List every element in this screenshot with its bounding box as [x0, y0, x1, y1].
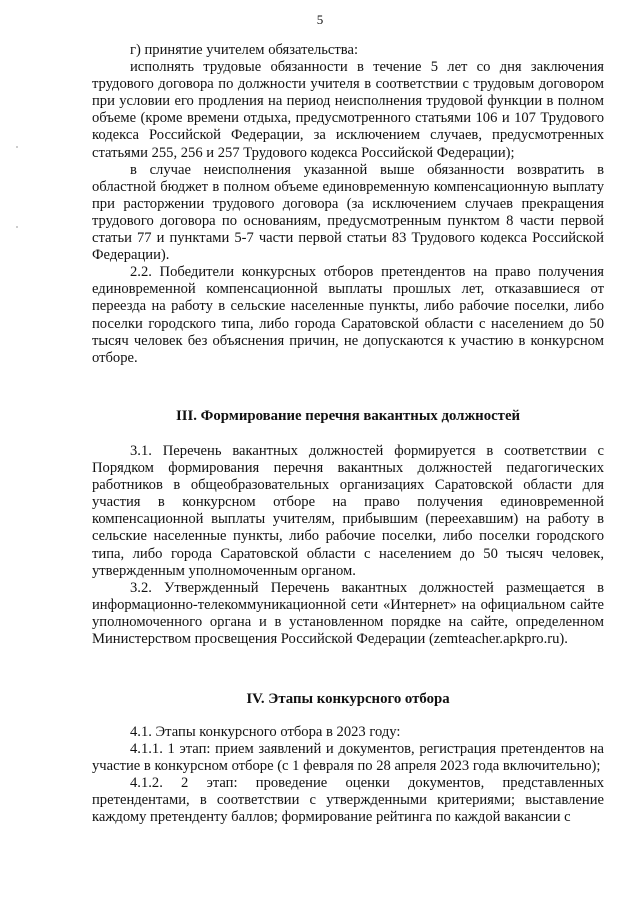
section-4-heading: IV. Этапы конкурсного отбора — [246, 691, 450, 707]
section-3-heading-block — [92, 407, 604, 425]
scan-speck — [16, 226, 18, 228]
page-number: 5 — [316, 12, 324, 27]
paragraph-obligation-refund: в случае неисполнения указанной выше обязанности возвратить в областной бюджет в полном объеме единовременную компенсационную выплату при расторжении трудового договора (за исключением случаев прекращения трудового договора по основаниям, предусмотренным пунктом 8 части первой статьи 77 и пунктами 5-7 части первой статьи 83 Трудового кодекса Российской Федерации). — [92, 161, 604, 264]
paragraph-obligation-title: г) принятие учителем обязательства: — [130, 42, 359, 58]
scan-speck — [16, 146, 18, 148]
top-text-block — [92, 42, 604, 367]
paragraph-4-1-2: 4.1.2. 2 этап: проведение оценки документов, представленных претендентами, в соответствии с утвержденными критериями; выставление каждому претенденту баллов; формирование рейтинга по каждой вакансии с — [92, 775, 604, 826]
section-4-text-block — [92, 724, 604, 827]
paragraph-2-2: 2.2. Победители конкурсных отборов претендентов на право получения единовременной компенсационной выплаты прошлых лет, отказавшиеся от переезда на работу в сельские населенные пункты, либо рабочие поселки, либо поселки городского типа, либо города Саратовской области с населением до 50 тысяч человек без объяснения причин, не допускаются к участию в конкурсном отборе. — [92, 264, 604, 366]
paragraph-4-1-1: 4.1.1. 1 этап: прием заявлений и документов, регистрация претендентов на участие в конкурсном отборе (с 1 февраля по 28 апреля 2023 года включительно); — [92, 741, 604, 775]
paragraph-3-2: 3.2. Утвержденный Перечень вакантных должностей размещается в информационно-телекоммуникационной сети «Интернет» на официальном сайте уполномоченного органа и в установленном порядке на сайте, определенном Министерством просвещения Российской Федерации (zemteacher.apkpro.ru). — [92, 579, 604, 648]
paragraph-4-1: 4.1. Этапы конкурсного отбора в 2023 году: — [130, 724, 401, 740]
paragraph-3-1: 3.1. Перечень вакантных должностей формируется в соответствии с Порядком формирования перечня вакантных должностей педагогических работников в общеобразовательных организациях Саратовской области для участия в конкурсном отборе на право получения единовременной компенсационной выплаты учителям, прибывшим (переехавшим) на работу в сельские населенные пункты, либо рабочие поселки, либо поселки городского типа, либо города Саратовской области с населением до 50 тысяч человек, утвержденным уполномоченным органом. — [92, 443, 604, 579]
section-4-heading-block — [92, 690, 604, 708]
section-3-text-block — [92, 443, 604, 648]
section-3-heading: III. Формирование перечня вакантных должностей — [175, 408, 521, 424]
paragraph-obligation-work: исполнять трудовые обязанности в течение 5 лет со дня заключения трудового договора по должности учителя в соответствии с трудовым договором при условии его продления на период неисполнения трудовой функции в полном объеме (кроме времени отдыха, предусмотренного статьями 106 и 107 Трудового кодекса Российской Федерации, за исключением случаев, предусмотренных статьями 255, 256 и 257 Трудового кодекса Российской Федерации); — [92, 59, 604, 161]
